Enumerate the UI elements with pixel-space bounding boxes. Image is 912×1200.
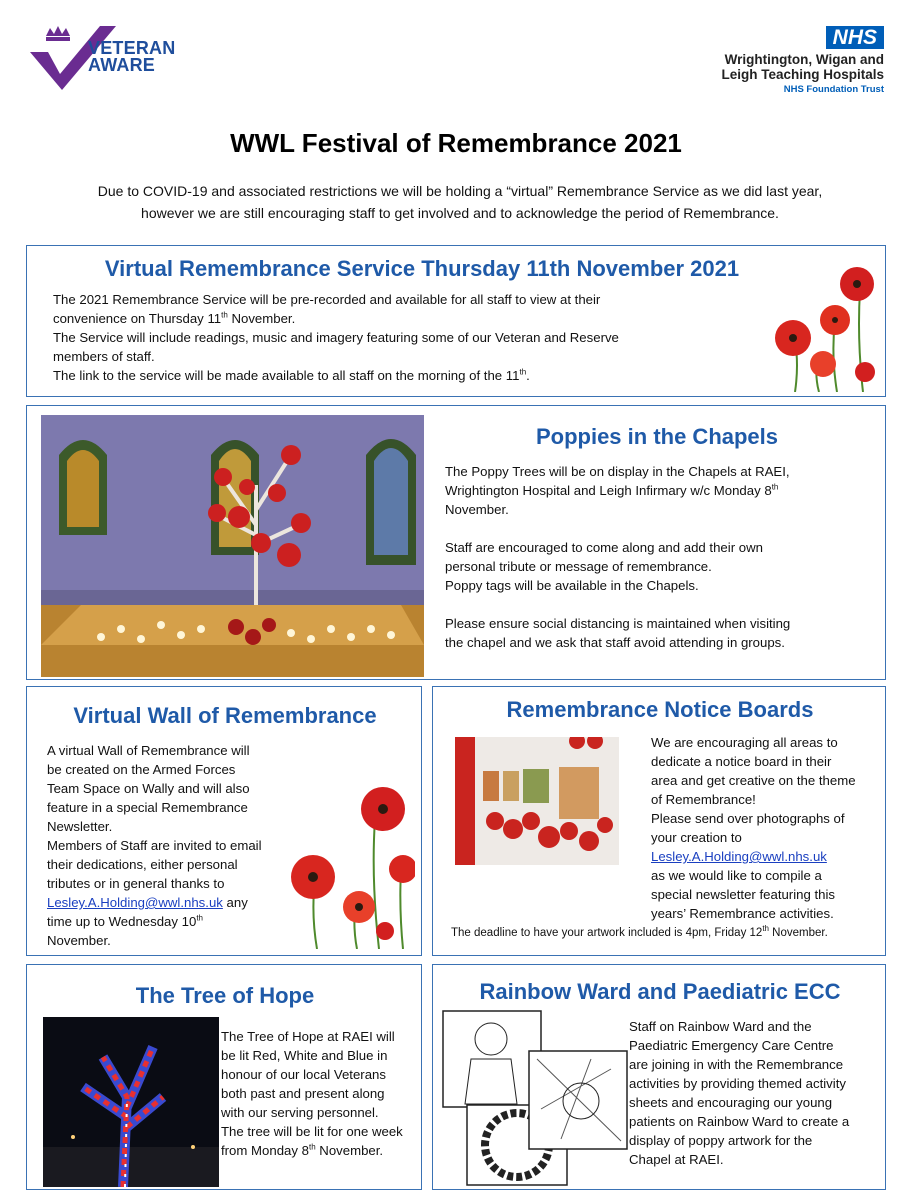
activity-sheets-illustration <box>441 1009 631 1187</box>
wall-email-link[interactable]: Lesley.A.Holding@wwl.nhs.uk <box>47 895 223 910</box>
chapels-heading: Poppies in the Chapels <box>535 424 779 449</box>
chapels-section <box>26 405 886 680</box>
wall-heading: Virtual Wall of Remembrance <box>73 703 377 728</box>
notice-boards-heading: Remembrance Notice Boards <box>506 697 814 722</box>
boards-email-link[interactable]: Lesley.A.Holding@wwl.nhs.uk <box>651 849 827 864</box>
tree-of-hope-photo <box>43 1017 219 1187</box>
stained-glass-window-right <box>366 439 416 565</box>
service-section <box>26 245 886 397</box>
service-body: The 2021 Remembrance Service will be pre-recorded and available for all staff to view at their convenience on Thursday 11th November. The Service will include readings, music and imagery featuring some of our Veteran and Reserve members of staff. The link to the service will be made available to all staff on the morning of the 11th. <box>53 292 619 383</box>
deadline-note: The deadline to have your artwork included is 4pm, Friday 12th November. <box>451 924 828 939</box>
notice-boards-section <box>432 686 886 956</box>
poppies-illustration <box>275 779 415 949</box>
trust-name: Wrightington, Wigan and Leigh Teaching Hospitals <box>721 52 884 82</box>
page-title: WWL Festival of Remembrance 2021 <box>230 128 682 158</box>
rainbow-ward-heading: Rainbow Ward and Paediatric ECC <box>479 979 841 1004</box>
crown-icon <box>46 26 70 41</box>
nhs-logo: NHS <box>826 26 884 49</box>
wall-body: A virtual Wall of Remembrance will be created on the Armed Forces Team Space on Wally and will also feature in a special Remembrance Newsletter. Members of Staff are invited to email their dedications, either personal tributes or in general thanks to Lesley.A.Holding@wwl.nhs.uk any time up to Wednesday 10th November. <box>47 743 262 948</box>
stained-glass-window-left <box>59 440 107 535</box>
notice-board-photo <box>455 737 619 865</box>
intro-text: Due to COVID-19 and associated restrictions we will be holding a “virtual” Remembrance Service as we did last year, however we are still encouraging staff to get involved and to acknowledge the period of Remembrance. <box>97 183 823 221</box>
service-heading: Virtual Remembrance Service Thursday 11th November 2021 <box>104 256 740 281</box>
rainbow-ward-body: Staff on Rainbow Ward and the Paediatric Emergency Care Centre are joining in with the Remembrance activities by providing themed activity sheets and encouraging our young patients on Rainbow Ward to create a display of poppy artwork for the Chapel at RAEI. <box>629 1019 850 1167</box>
notice-boards-body: We are encouraging all areas to dedicate a notice board in their area and get creative on the theme of Remembrance! Please send over photographs of your creation to Lesley.A.Holding@wwl.nhs.uk as we would like to compile a special newsletter featuring this years’ Remembrance activities. <box>651 735 856 921</box>
rainbow-ward-section <box>432 964 886 1190</box>
trust-subtitle: NHS Foundation Trust <box>783 84 884 95</box>
tree-of-hope-section <box>26 964 422 1190</box>
tree-of-hope-body: The Tree of Hope at RAEI will be lit Red, White and Blue in honour of our local Veterans both past and present along with our serving personnel. The tree will be lit for one week from Monday 8th November. <box>221 1029 403 1158</box>
veteran-aware-text: VETERAN AWARE <box>88 38 176 75</box>
chapels-body: The Poppy Trees will be on display in the Chapels at RAEI, Wrightington Hospital and Leigh Infirmary w/c Monday 8th November. Staff are encouraged to come along and add their own personal tribute or message of remembrance. Poppy tags will be available in the Chapels. Please ensure social distancing is maintained when visiting the chapel and we ask that staff avoid attending in groups. <box>445 464 791 650</box>
poppies-illustration <box>765 260 877 392</box>
tree-of-hope-heading: The Tree of Hope <box>135 983 315 1008</box>
wall-section <box>26 686 422 956</box>
chapel-poppy-tree-photo <box>41 415 424 677</box>
